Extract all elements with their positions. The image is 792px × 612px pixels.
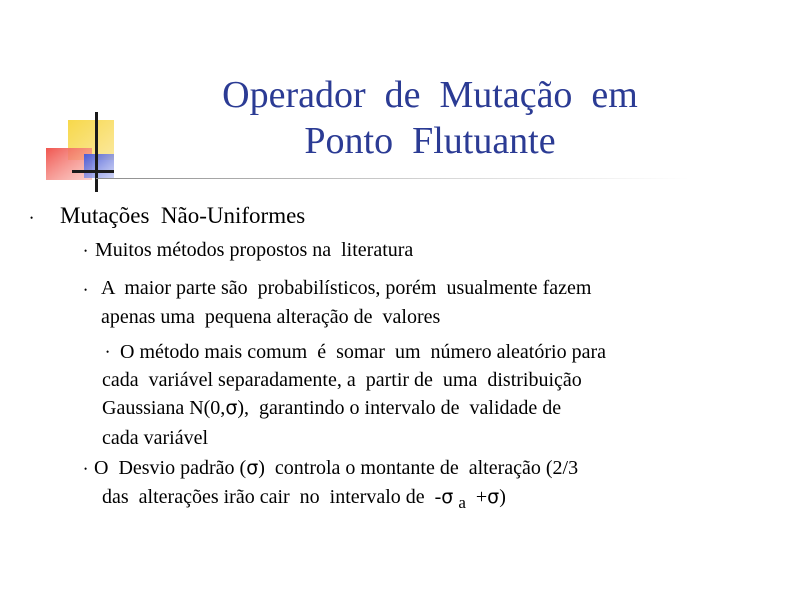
bullet-icon: • [106, 347, 110, 357]
level2-item-2-line-2: apenas uma pequena alteração de valores [101, 306, 441, 328]
title-underline [96, 178, 690, 179]
title-line-2: Ponto Flutuante [304, 120, 556, 162]
level3-line-3 [102, 397, 561, 420]
sigma-symbol: σ [441, 486, 454, 508]
level2-item-3-line-2: das alterações irão cair no intervalo de -σ $_a$ +σ) [102, 486, 506, 512]
level3-line-2: cada variável separadamente, a partir de uma distribuição [102, 369, 582, 391]
bullet-icon: • [84, 464, 88, 474]
level3-line-1: O método mais comum é somar um número aleatório para [120, 341, 606, 363]
sigma-symbol: σ [225, 397, 238, 419]
level2-item-1: Muitos métodos propostos na literatura [95, 239, 414, 261]
bullet-icon: • [30, 213, 34, 223]
slide-title [150, 72, 710, 164]
bullet-icon: • [84, 246, 88, 256]
sigma-symbol: σ [246, 457, 259, 479]
title-line-1: Operador de Mutação em [222, 74, 638, 116]
level2-item-2-line-1: A maior parte são probabilísticos, porém usualmente fazem [101, 277, 592, 299]
item3-text-before: O Desvio padrão ( [94, 457, 247, 479]
level3-line-3-text: Gaussiana N(0, [102, 397, 226, 419]
subscript-a: a [458, 493, 466, 512]
level3-line-4: cada variável [102, 427, 209, 449]
level2-item-3-line-1 [94, 457, 578, 480]
bullet-icon: • [84, 285, 88, 295]
item3-line2-close: ) [499, 486, 506, 508]
sigma-symbol: σ [487, 486, 500, 508]
item3-line2-text: das alterações irão cair no intervalo de - [102, 486, 442, 508]
item3-text-after: ) controla o montante de alteração (2/3 [258, 457, 579, 479]
decorative-logo-icon [40, 108, 120, 198]
level1-item: Mutações Não-Uniformes [60, 203, 306, 228]
level3-line-3-text-after: ), garantindo o intervalo de validade de [237, 397, 562, 419]
